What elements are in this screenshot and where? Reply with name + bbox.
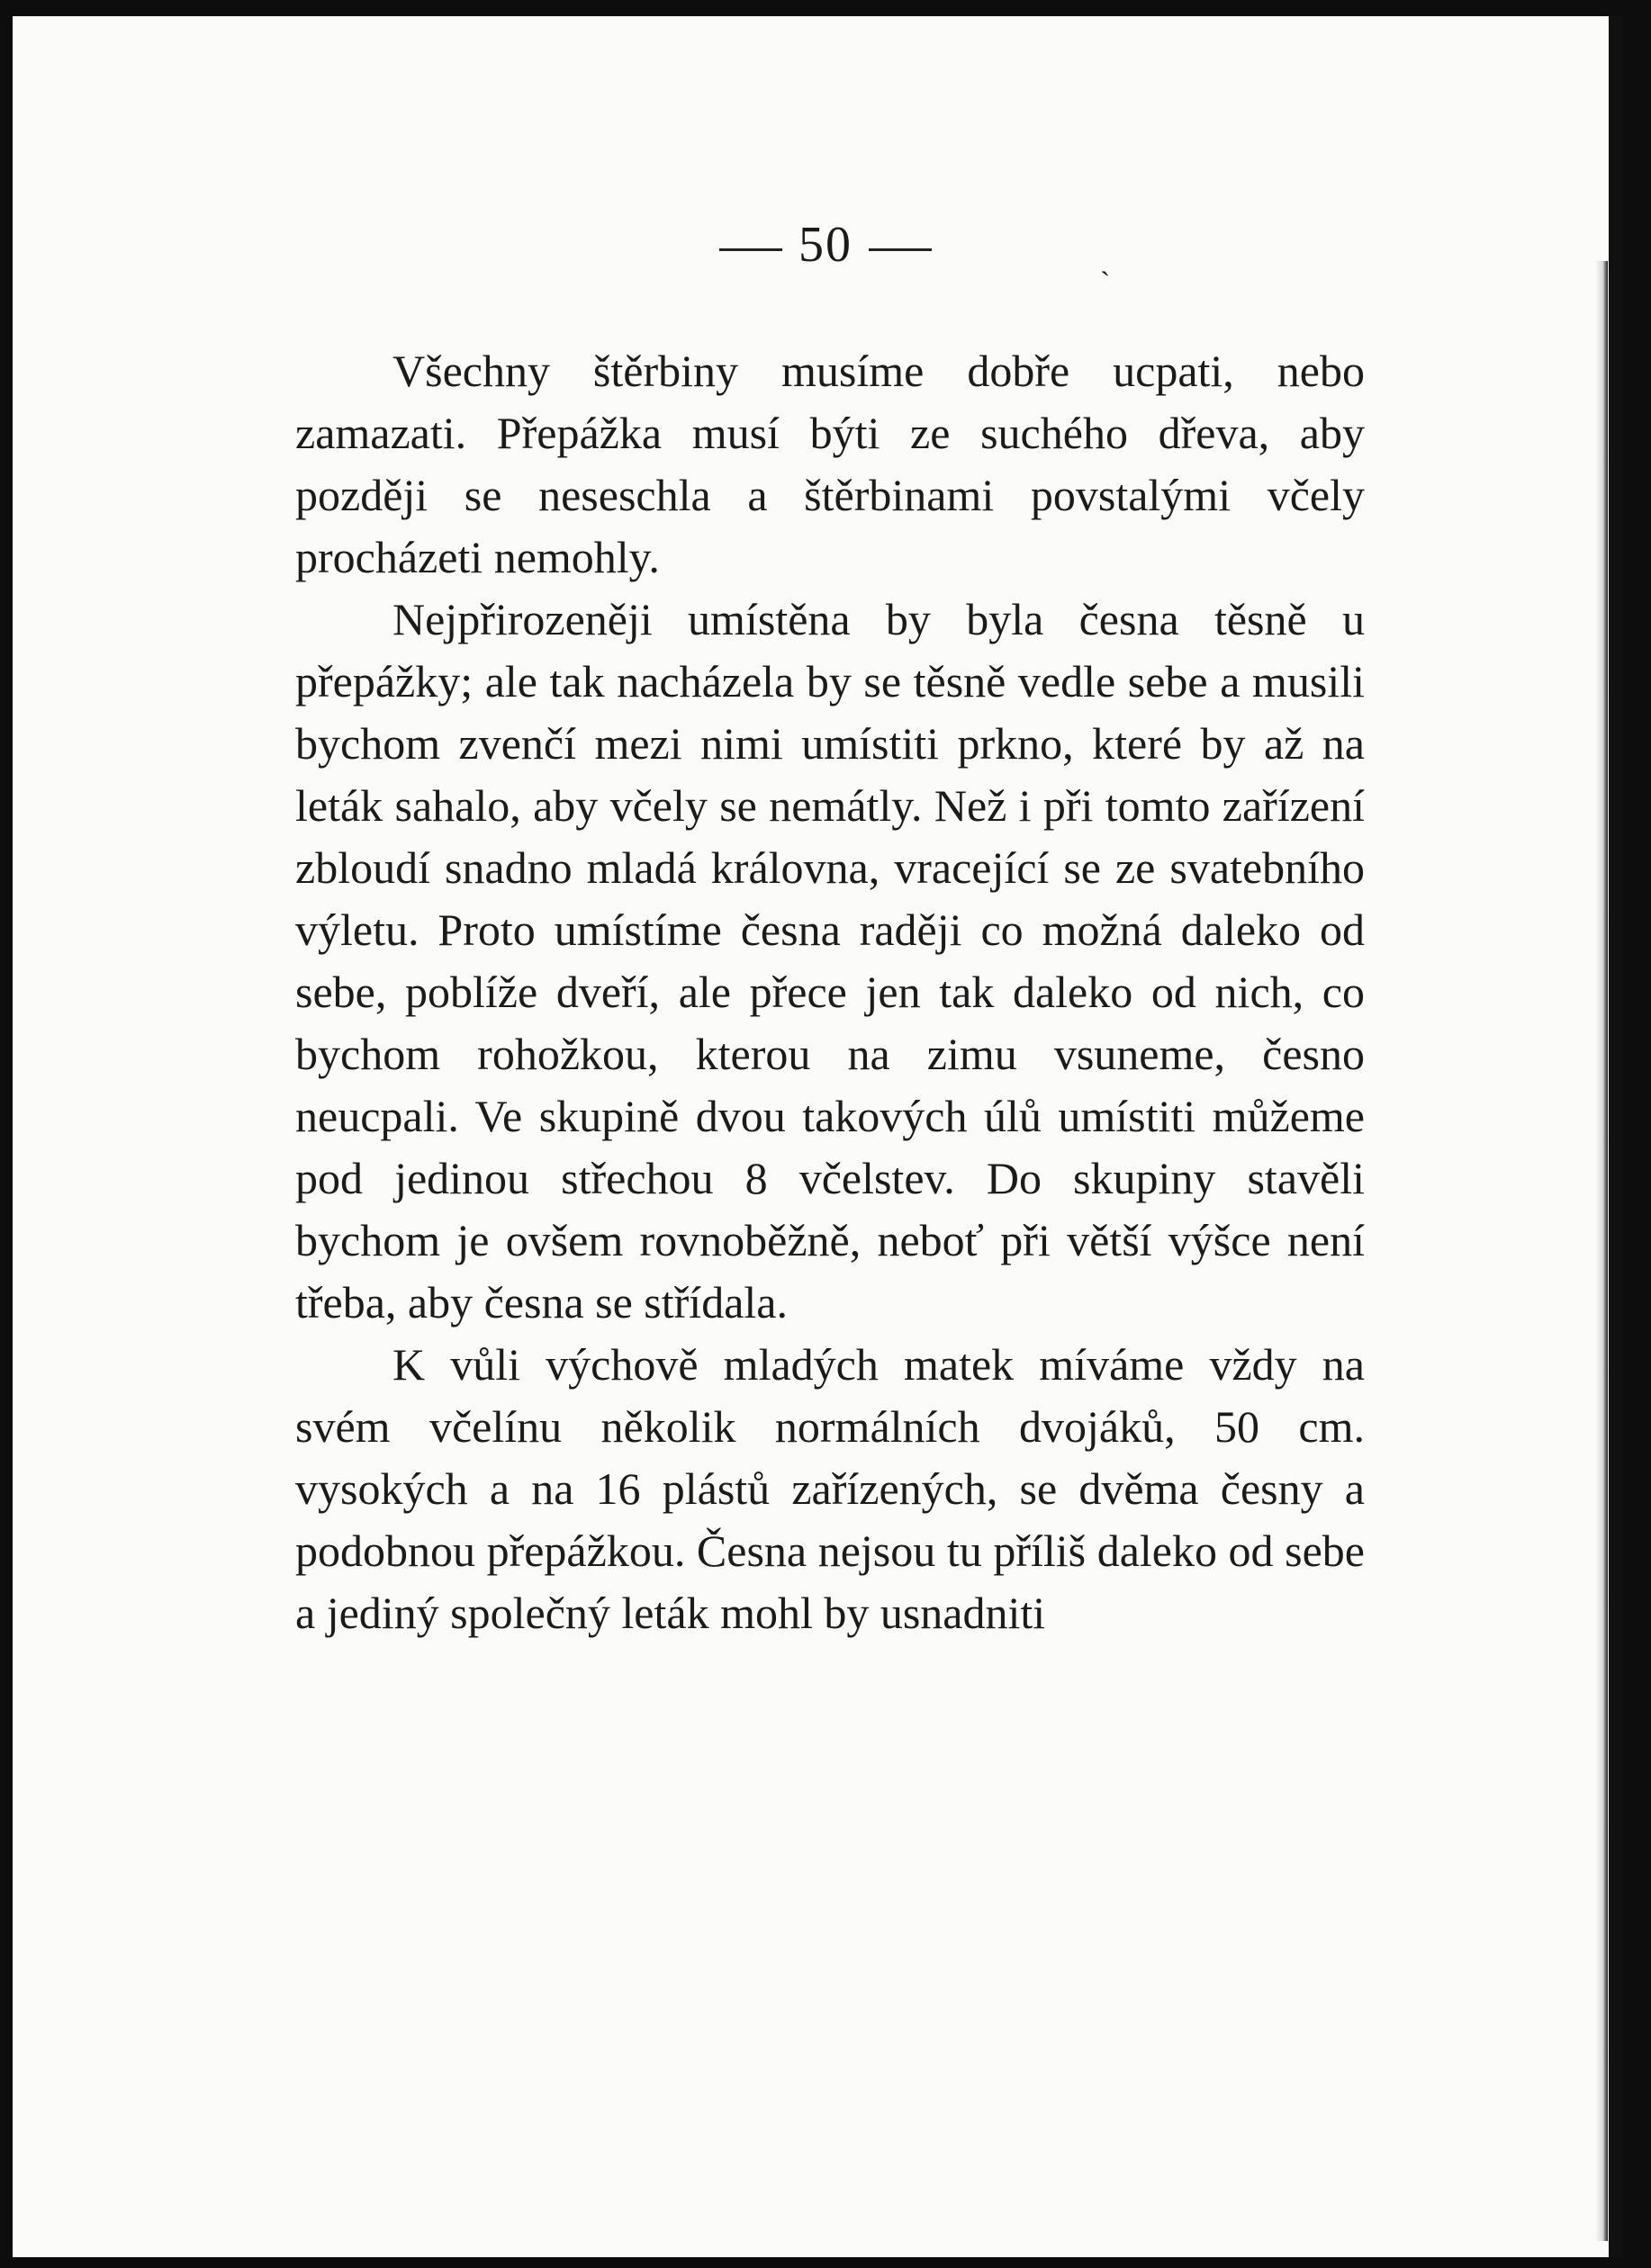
paragraph-3: K vůli výchově mladých matek míváme vždy na svém včelínu několik normálních dvojáků, 50 cm. vysokých a na 16 plástů zařízených, se dvěma česny a podobnou přepážkou. Česna nejsou tu příliš daleko od sebe a jediný společný leták mohl by usnadniti [295,1339,1365,1638]
page-body [295,340,1365,1644]
header-dash-right [869,248,932,251]
page-edge-shadow [1595,261,1608,2241]
stray-ink-mark: ˏ [1100,241,1111,277]
page-number: 50 [798,217,853,273]
paragraph-1: Všechny štěrbiny musíme dobře ucpati, nebo zamazati. Přepážka musí býti ze suchého dřeva, aby později se neseschla a štěrbinami povstalými včely procházeti nemohly. [295,346,1365,582]
header-dash-left [719,248,782,251]
page-number-header [0,216,1651,274]
right-binding-edge [1609,16,1623,2257]
paragraph-2: Nejpřirozeněji umístěna by byla česna těsně u přepážky; ale tak nacházela by se těsně vedle sebe a musili bychom zvenčí mezi nimi umístiti prkno, které by až na leták sahalo, aby včely se nemátly. Než i při tomto zařízení zbloudí snadno mladá královna, vracející se ze svatebního výletu. Proto umístíme česna raději co možná daleko od sebe, poblíže dveří, ale přece jen tak daleko od nich, co bychom rohožkou, kterou na zimu vsuneme, česno neucpali. Ve skupině dvou takových úlů umístiti můžeme pod jedinou střechou 8 včelstev. Do skupiny stavěli bychom je ovšem rovnoběžně, neboť při větší výšce není třeba, aby česna se střídala. [295,594,1365,1328]
